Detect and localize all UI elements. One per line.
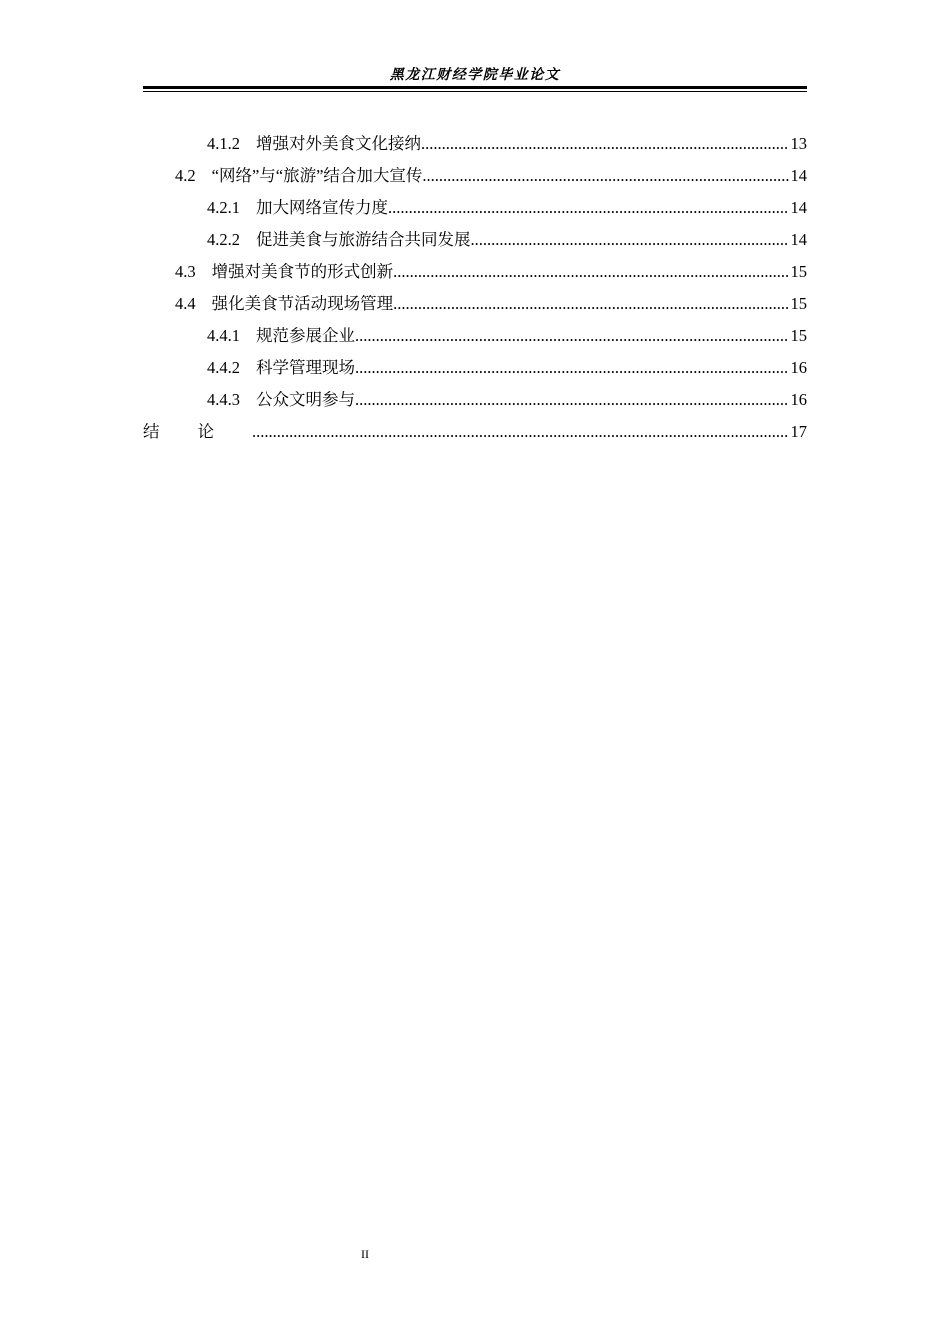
toc-entry[interactable]	[143, 128, 807, 160]
toc-entry[interactable]	[143, 384, 807, 416]
toc-entry-title: 科学管理现场	[256, 358, 355, 377]
toc-entry-page: 15	[790, 262, 807, 281]
toc-entry[interactable]	[143, 160, 807, 192]
footer-page-number: II	[361, 1247, 369, 1261]
toc-entry[interactable]	[143, 320, 807, 352]
toc-entry-page: 16	[790, 390, 807, 409]
toc-entry-title: 增强对外美食文化接纳	[256, 134, 421, 153]
toc-entry[interactable]	[143, 288, 807, 320]
toc-entry-number: 4.2.1	[207, 198, 240, 217]
toc-entry-page: 15	[790, 294, 807, 313]
toc-entry-number: 4.4.2	[207, 358, 240, 377]
toc-entry-number: 4.3	[175, 262, 196, 281]
toc-entry-title: 促进美食与旅游结合共同发展	[256, 230, 471, 249]
dot-leader	[471, 224, 789, 256]
toc-entry-number: 4.2	[175, 166, 196, 185]
toc-entry-number: 4.2.2	[207, 230, 240, 249]
toc-entry-page: 16	[790, 358, 807, 377]
toc-entry-title: “网络”与“旅游”结合加大宣传	[211, 166, 423, 185]
header-rule-thin	[143, 91, 807, 92]
toc-entry[interactable]	[143, 224, 807, 256]
dot-leader	[422, 160, 788, 192]
toc-entry-page: 14	[790, 230, 807, 249]
dot-leader	[393, 288, 788, 320]
toc-entry-page: 13	[790, 134, 807, 153]
toc-entry-page: 17	[790, 422, 807, 441]
toc-entry-page: 14	[790, 166, 807, 185]
toc-entry[interactable]	[143, 256, 807, 288]
dot-leader	[252, 416, 789, 448]
toc-entry-title: 加大网络宣传力度	[256, 198, 388, 217]
toc-entry-title: 强化美食节活动现场管理	[211, 294, 394, 313]
toc-entry-title: 增强对美食节的形式创新	[211, 262, 394, 281]
toc-entry-number: 4.4	[175, 294, 196, 313]
toc-entry-number: 4.1.2	[207, 134, 240, 153]
running-header-title: 黑龙江财经学院毕业论文	[389, 68, 561, 83]
toc-entry[interactable]	[143, 192, 807, 224]
toc-entry-title: 规范参展企业	[256, 326, 355, 345]
dot-leader	[421, 128, 789, 160]
dot-leader	[388, 192, 789, 224]
toc-entry-title: 公众文明参与	[256, 390, 355, 409]
dot-leader	[393, 256, 788, 288]
toc-entry[interactable]	[143, 416, 807, 448]
toc-entry-number: 4.4.1	[207, 326, 240, 345]
toc-entry-number: 4.4.3	[207, 390, 240, 409]
toc-entry-title: 结论	[143, 422, 252, 441]
toc-entry-page: 15	[790, 326, 807, 345]
table-of-contents	[143, 128, 807, 448]
dot-leader	[355, 320, 789, 352]
header-rule-thick	[143, 86, 807, 89]
toc-entry-page: 14	[790, 198, 807, 217]
toc-entry[interactable]	[143, 352, 807, 384]
dot-leader	[355, 384, 789, 416]
dot-leader	[355, 352, 789, 384]
